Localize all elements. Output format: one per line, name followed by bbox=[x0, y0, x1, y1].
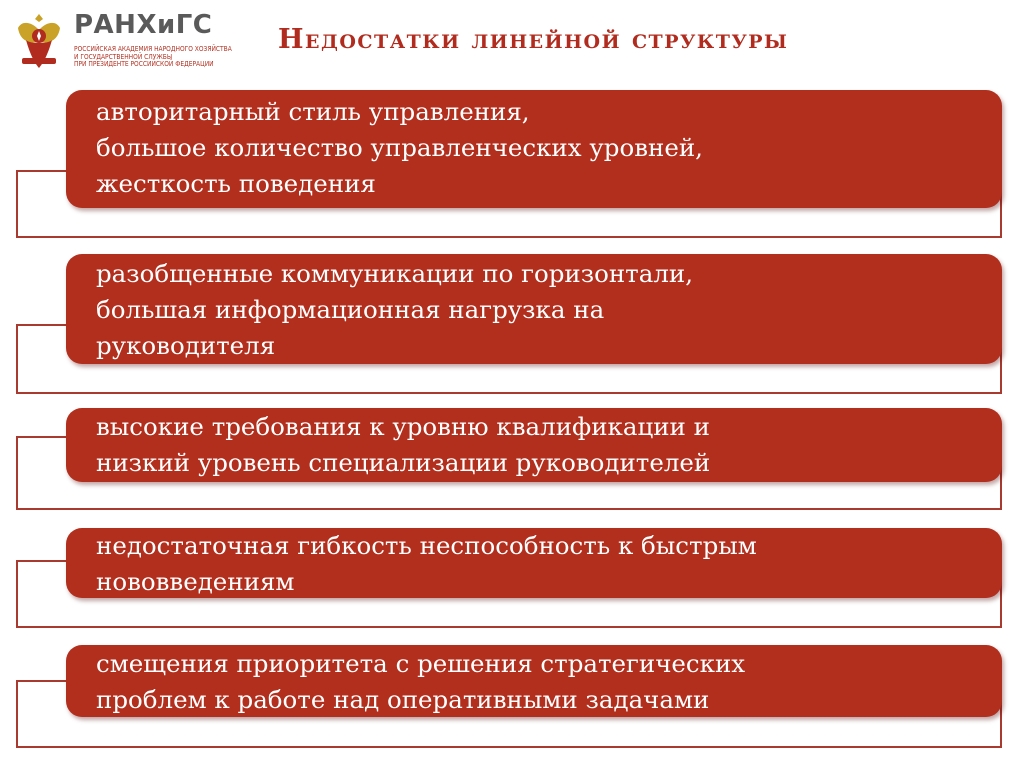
item-line: нововведениям bbox=[96, 567, 295, 596]
item-line: большое количество управленческих уровней, bbox=[96, 133, 703, 162]
list-item bbox=[66, 254, 1002, 364]
item-line: проблем к работе над оперативными задачами bbox=[96, 685, 710, 714]
slide-title: Недостатки линейной структуры bbox=[278, 24, 789, 55]
item-line: большая информационная нагрузка на bbox=[96, 295, 605, 324]
item-line: разобщенные коммуникации по горизонтали, bbox=[96, 259, 693, 288]
eagle-emblem-icon bbox=[12, 10, 66, 72]
item-line: авторитарный стиль управления, bbox=[96, 97, 530, 126]
ranepa-logo bbox=[10, 8, 232, 76]
item-line: руководителя bbox=[96, 331, 276, 360]
logo-subtitle-line: ПРИ ПРЕЗИДЕНТЕ РОССИЙСКОЙ ФЕДЕРАЦИИ bbox=[74, 60, 214, 69]
list-item bbox=[66, 408, 1002, 482]
logo-subtitle-line: И ГОСУДАРСТВЕННОЙ СЛУЖБЫ bbox=[74, 52, 173, 61]
item-line: высокие требования к уровню квалификации и bbox=[96, 412, 710, 441]
list-item bbox=[66, 528, 1002, 598]
logo-subtitle-line: РОССИЙСКАЯ АКАДЕМИЯ НАРОДНОГО ХОЗЯЙСТВА bbox=[74, 45, 232, 53]
item-line: смещения приоритета с решения стратегических bbox=[96, 649, 746, 678]
logo-name: РАНХиГС bbox=[74, 10, 213, 40]
logo-subtitle bbox=[74, 45, 232, 69]
item-line: недостаточная гибкость неспособность к быстрым bbox=[96, 531, 757, 560]
list-item bbox=[66, 90, 1002, 208]
list-item bbox=[66, 645, 1002, 717]
item-line: низкий уровень специализации руководителей bbox=[96, 448, 711, 477]
item-line: жесткость поведения bbox=[96, 169, 376, 198]
